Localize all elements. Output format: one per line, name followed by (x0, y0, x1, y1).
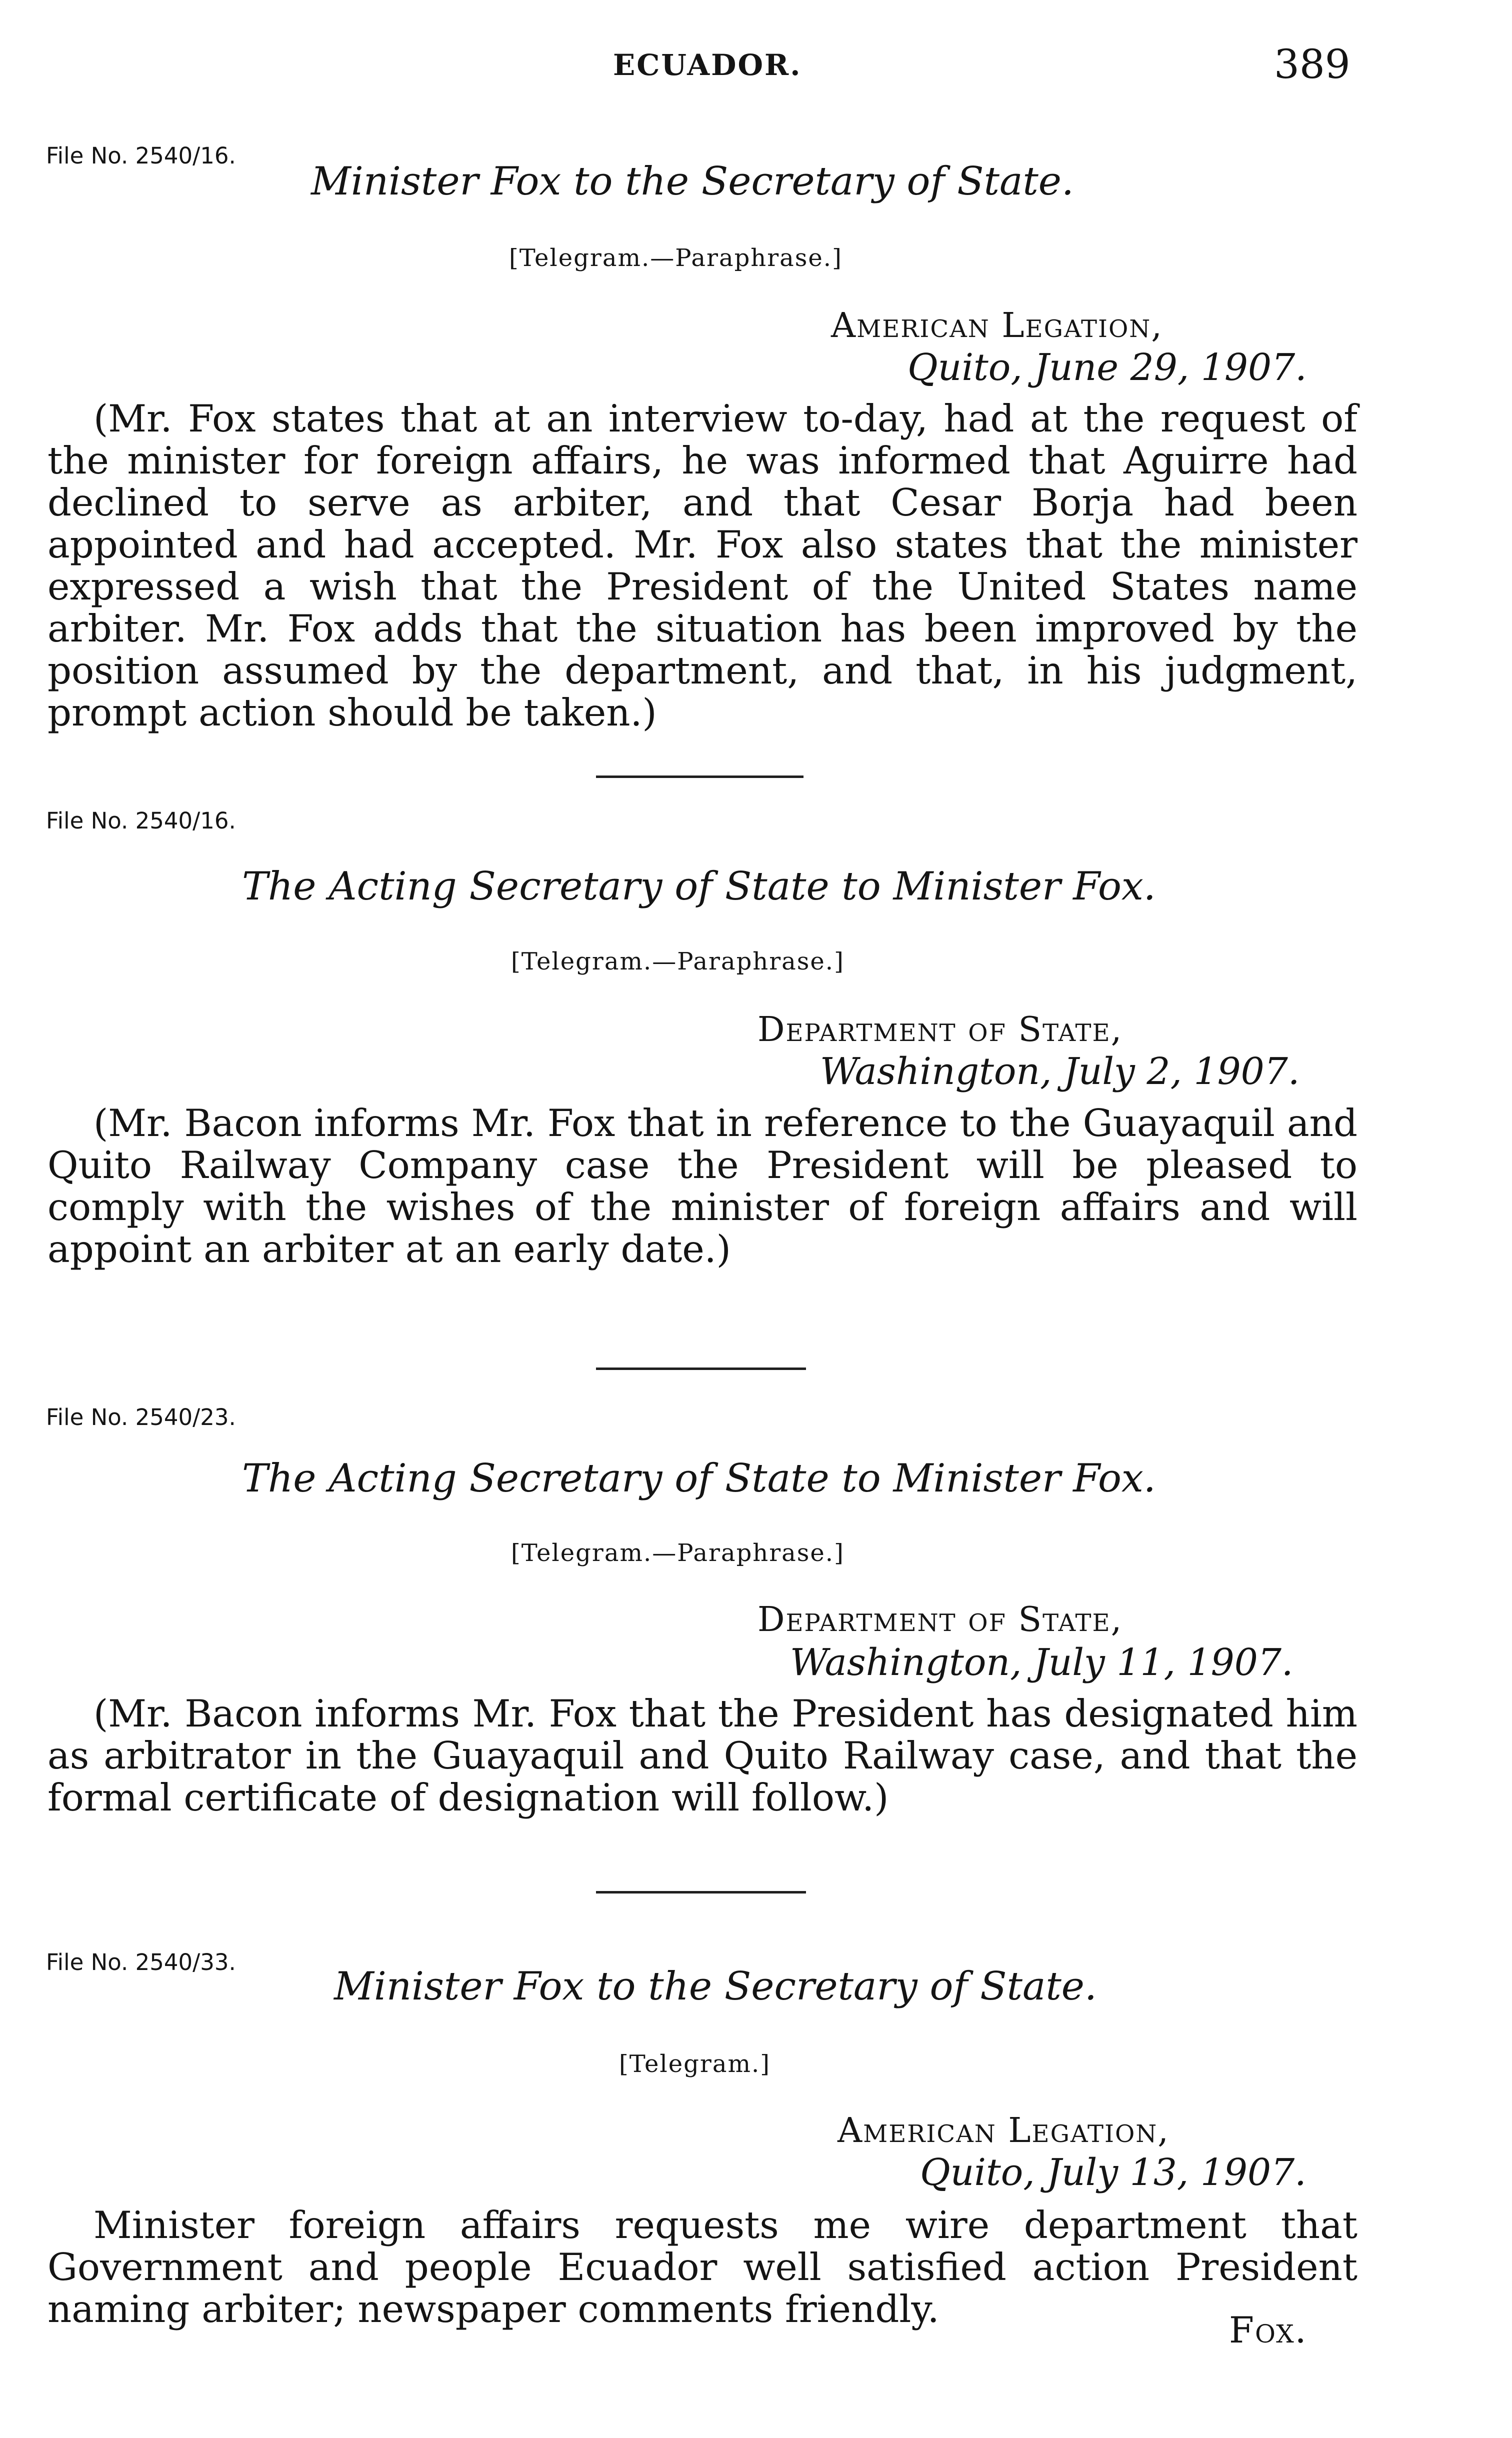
page-number: 389 (1274, 41, 1350, 88)
file-number: File No. 2540/23. (46, 1404, 236, 1430)
date-line: Washington, July 2, 1907. (820, 1050, 1300, 1093)
file-number: File No. 2540/16. (46, 808, 236, 834)
body-paragraph: (Mr. Fox states that at an interview to-day, had at the request of the minister for foreign affairs, he was informed that Aguirre had declined to serve as arbiter, and that Cesar Borja had been appointed and had accepted. Mr. Fox also states that the minister expressed a wish that the President of the United States name arbiter. Mr. Fox adds that the situation has been improved by the position assumed by the department, and that, in his judgment, prompt action should be taken.) (48, 396, 1358, 734)
document-heading: Minister Fox to the Secretary of State. (334, 1964, 1097, 2009)
date-line: Quito, July 13, 1907. (920, 2151, 1306, 2194)
section-divider (596, 1368, 806, 1370)
document-heading: The Acting Secretary of State to Minister Fox. (242, 864, 1156, 909)
running-title: ECUADOR. (613, 48, 802, 82)
body-paragraph: (Mr. Bacon informs Mr. Fox that in reference to the Guayaquil and Quito Railway Company case the President will be pleased to comply with the wishes of the minister of foreign affairs and will appoint an arbiter at an early date.) (48, 1101, 1358, 1271)
place-line: American Legation, (838, 2111, 1170, 2150)
telegram-note: [Telegram.—Paraphrase.] (509, 244, 842, 272)
place-line: Department of State, (758, 1010, 1123, 1050)
signature: Fox. (1229, 2309, 1308, 2351)
body-paragraph: (Mr. Bacon informs Mr. Fox that the President has designated him as arbitrator in the Guayaquil and Quito Railway case, and that the formal certificate of designation will follow.) (48, 1692, 1358, 1820)
date-line: Quito, June 29, 1907. (908, 346, 1307, 389)
telegram-note: [Telegram.—Paraphrase.] (511, 1539, 844, 1567)
place-line: American Legation, (831, 306, 1163, 346)
file-number: File No. 2540/16. (46, 142, 236, 169)
date-line: Washington, July 11, 1907. (790, 1641, 1294, 1684)
telegram-note: [Telegram.—Paraphrase.] (511, 948, 844, 976)
document-heading: The Acting Secretary of State to Minister Fox. (242, 1456, 1156, 1501)
body-paragraph: Minister foreign affairs requests me wire department that Government and people Ecuador well satisfied action President naming arbiter; newspaper comments friendly. (48, 2203, 1358, 2331)
telegram-note: [Telegram.] (619, 2050, 770, 2078)
file-number: File No. 2540/33. (46, 1949, 236, 1976)
document-heading: Minister Fox to the Secretary of State. (311, 159, 1074, 204)
section-divider (596, 776, 804, 778)
running-header (0, 41, 1512, 96)
section-divider (596, 1891, 806, 1894)
place-line: Department of State, (758, 1600, 1123, 1640)
